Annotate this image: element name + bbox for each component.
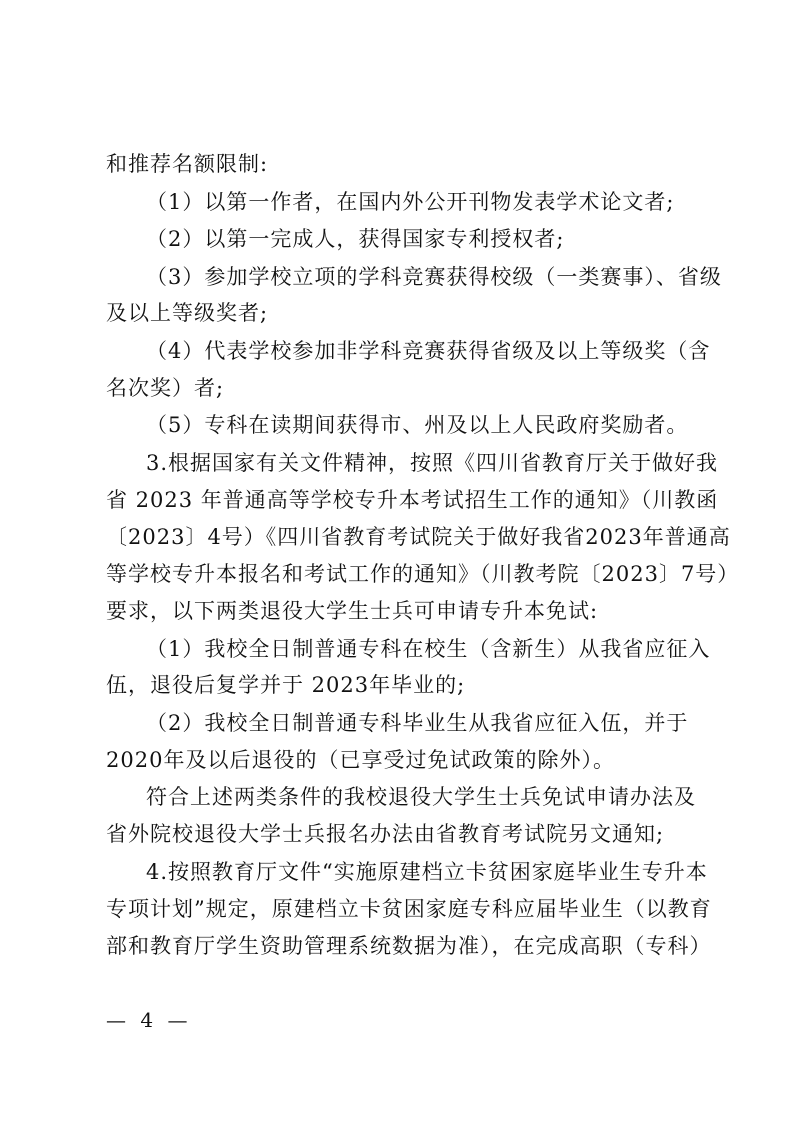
text-line-21: 专项计划”规定，原建档立卡贫困家庭专科应届毕业生（以教育 bbox=[106, 897, 712, 921]
text-line-17: 2020年及以后退役的（已享受过免试政策的除外）。 bbox=[106, 748, 615, 772]
text-line-5: 及以上等级奖者; bbox=[106, 301, 269, 325]
text-line-7: 名次奖）者; bbox=[106, 376, 225, 400]
text-line-4: （3）参加学校立项的学科竞赛获得校级（一类赛事）、省级 bbox=[146, 265, 722, 289]
text-line-22: 部和教育厅学生资助管理系统数据为准），在完成高职（专科） bbox=[106, 934, 712, 958]
text-line-9: 3.根据国家有关文件精神，按照《四川省教育厅关于做好我 bbox=[146, 451, 719, 475]
text-line-15: 伍，退役后复学并于 2023年毕业的; bbox=[106, 673, 466, 697]
text-line-16: （2）我校全日制普通专科毕业生从我省应征入伍，并于 bbox=[146, 711, 689, 735]
text-line-3: （2）以第一完成人，获得国家专利授权者; bbox=[146, 227, 565, 251]
text-line-2: （1）以第一作者，在国内外公开刊物发表学术论文者; bbox=[146, 190, 675, 214]
text-line-14: （1）我校全日制普通专科在校生（含新生）从我省应征入 bbox=[146, 637, 711, 661]
text-line-8: （5）专科在读期间获得市、州及以上人民政府奖励者。 bbox=[146, 413, 689, 437]
text-line-12: 等学校专升本报名和考试工作的通知》（川教考院〔2023〕7号） bbox=[106, 562, 740, 586]
text-line-10: 省 2023 年普通高等学校专升本考试招生工作的通知》（川教函 bbox=[106, 488, 719, 512]
text-line-19: 省外院校退役大学士兵报名办法由省教育考试院另文通知; bbox=[106, 822, 665, 846]
text-line-20: 4.按照教育厅文件“实施原建档立卡贫困家庭毕业生专升本 bbox=[146, 860, 708, 884]
text-line-6: （4）代表学校参加非学科竞赛获得省级及以上等级奖（含 bbox=[146, 339, 711, 363]
text-line-1: 和推荐名额限制: bbox=[106, 152, 269, 176]
text-line-11: 〔2023〕4号）《四川省教育考试院关于做好我省2023年普通高 bbox=[106, 525, 731, 549]
text-line-18: 符合上述两类条件的我校退役大学生士兵免试申请办法及 bbox=[146, 785, 696, 809]
text-line-13: 要求，以下两类退役大学生士兵可申请专升本免试: bbox=[106, 599, 599, 623]
page-number: — 4 — bbox=[106, 1008, 192, 1032]
